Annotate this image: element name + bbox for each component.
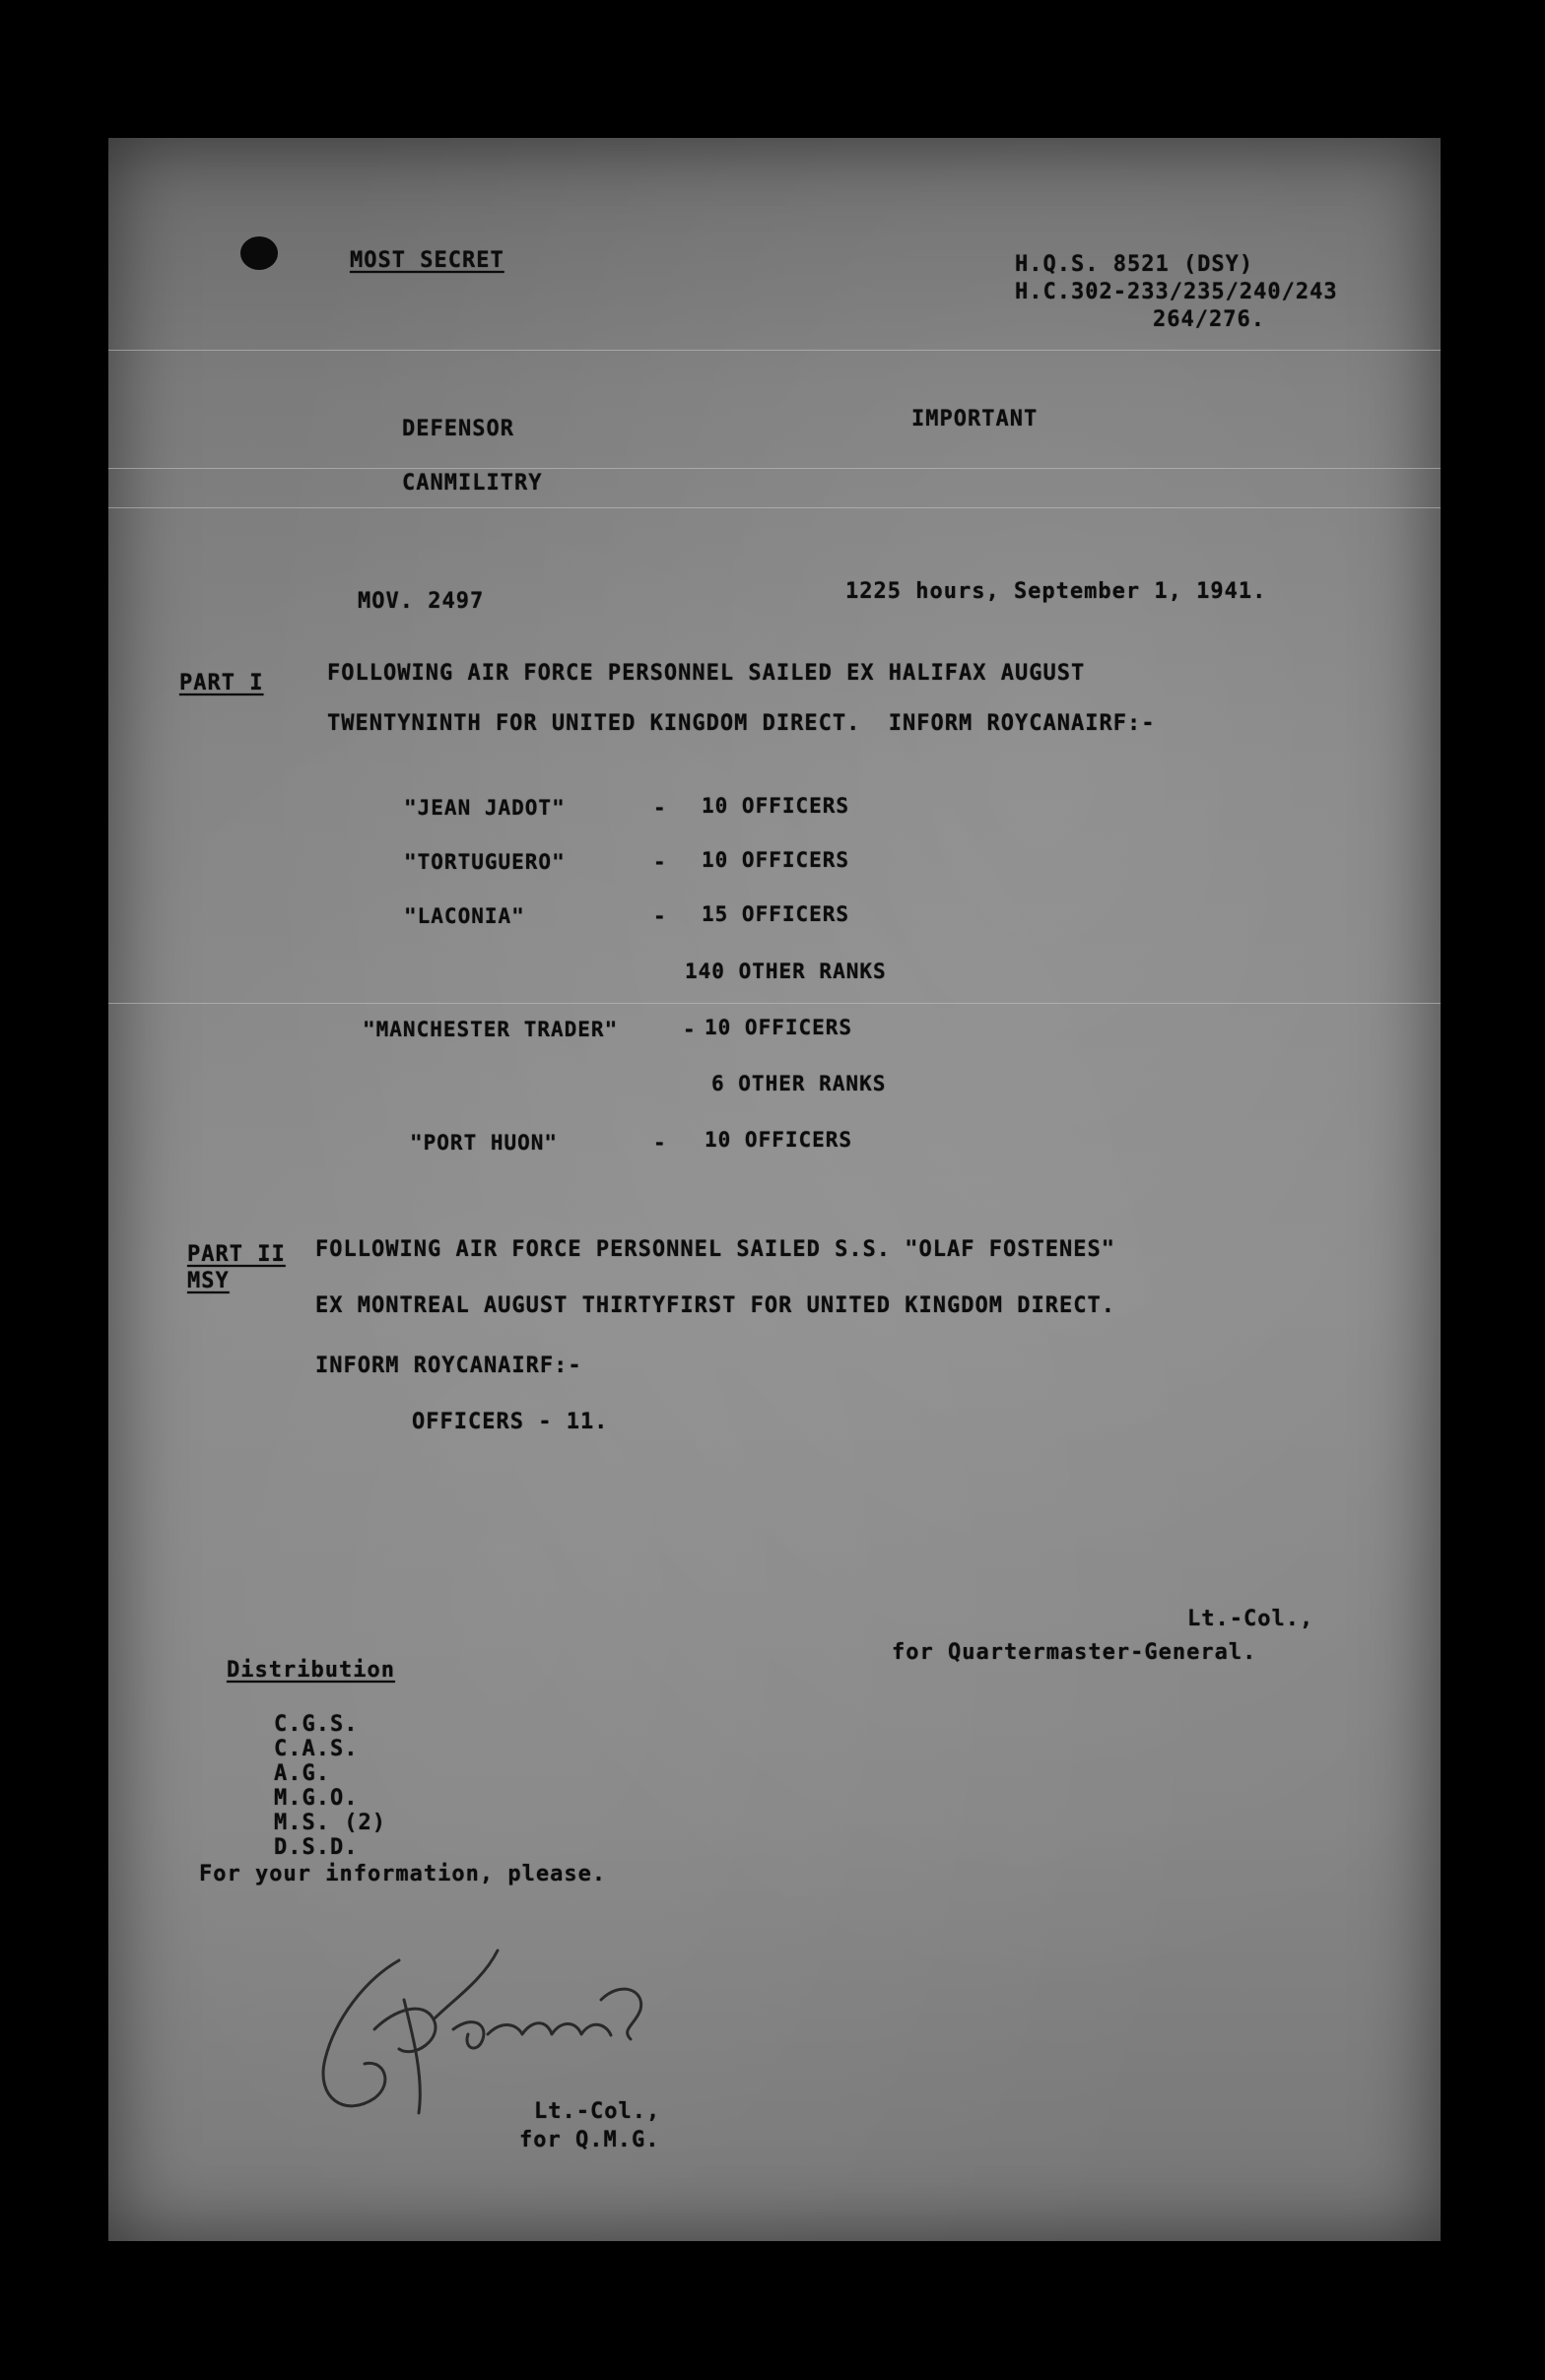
dash: - <box>653 796 667 820</box>
footer-signatory-for-line: for Q.M.G. <box>519 2128 660 2152</box>
officer-count: 10 OFFICERS <box>705 1016 853 1039</box>
part-two-label: PART II <box>187 1242 286 1267</box>
scan-line <box>108 350 1441 351</box>
signatory-for-line: for Quartermaster-General. <box>892 1640 1257 1665</box>
priority-label: IMPORTANT <box>911 407 1039 431</box>
document-page <box>108 138 1441 2241</box>
list-item: A.G. <box>274 1761 330 1786</box>
punch-hole <box>240 236 278 270</box>
officer-count: 10 OFFICERS <box>705 1128 853 1152</box>
part-two-line-3: INFORM ROYCANAIRF:- <box>315 1354 582 1378</box>
part-two-line-1: FOLLOWING AIR FORCE PERSONNEL SAILED S.S. "OLAF FOSTENES" <box>315 1237 1115 1262</box>
officer-count: 15 OFFICERS <box>702 902 850 926</box>
footer-signatory-rank: Lt.-Col., <box>534 2099 661 2124</box>
ship-name: "JEAN JADOT" <box>404 796 566 820</box>
classification-label: MOST SECRET <box>350 248 504 273</box>
message-number: MOV. 2497 <box>358 589 485 614</box>
file-reference-line-1: H.Q.S. 8521 (DSY) <box>1015 252 1254 277</box>
message-datetime: 1225 hours, September 1, 1941. <box>845 579 1267 604</box>
ship-name: "PORT HUON" <box>410 1131 559 1155</box>
list-item: M.S. (2) <box>274 1811 386 1835</box>
part-two-sublabel: MSY <box>187 1269 230 1293</box>
scan-line <box>108 468 1441 469</box>
list-item: M.G.O. <box>274 1786 359 1811</box>
sender-label: CANMILITRY <box>402 471 543 496</box>
part-two-line-4: OFFICERS - 11. <box>412 1410 609 1434</box>
part-one-line-2: TWENTYNINTH FOR UNITED KINGDOM DIRECT. INFORM ROYCANAIRF:- <box>327 711 1156 736</box>
file-reference-line-3: 264/276. <box>1153 307 1265 332</box>
recipient-label: DEFENSOR <box>402 417 514 441</box>
dash: - <box>653 904 667 928</box>
part-one-line-1: FOLLOWING AIR FORCE PERSONNEL SAILED EX HALIFAX AUGUST <box>327 661 1086 686</box>
officer-count: 10 OFFICERS <box>702 848 850 872</box>
scan-line <box>108 507 1441 508</box>
distribution-note: For your information, please. <box>199 1862 607 1886</box>
scan-line <box>108 1003 1441 1004</box>
ship-name: "LACONIA" <box>404 904 525 928</box>
officer-count: 10 OFFICERS <box>702 794 850 818</box>
dash: - <box>653 850 667 874</box>
signatory-rank: Lt.-Col., <box>1187 1607 1314 1631</box>
dash: - <box>653 1131 667 1155</box>
file-reference-line-2: H.C.302-233/235/240/243 <box>1015 280 1338 304</box>
list-item: C.G.S. <box>274 1712 359 1737</box>
part-two-line-2: EX MONTREAL AUGUST THIRTYFIRST FOR UNITED KINGDOM DIRECT. <box>315 1293 1115 1318</box>
ship-name: "MANCHESTER TRADER" <box>363 1018 619 1041</box>
other-ranks-count: 140 OTHER RANKS <box>685 959 887 983</box>
other-ranks-count: 6 OTHER RANKS <box>711 1072 887 1095</box>
ship-name: "TORTUGUERO" <box>404 850 566 874</box>
list-item: D.S.D. <box>274 1835 359 1860</box>
part-one-label: PART I <box>179 671 264 695</box>
list-item: C.A.S. <box>274 1737 359 1761</box>
distribution-heading: Distribution <box>227 1658 395 1683</box>
dash: - <box>683 1018 697 1041</box>
